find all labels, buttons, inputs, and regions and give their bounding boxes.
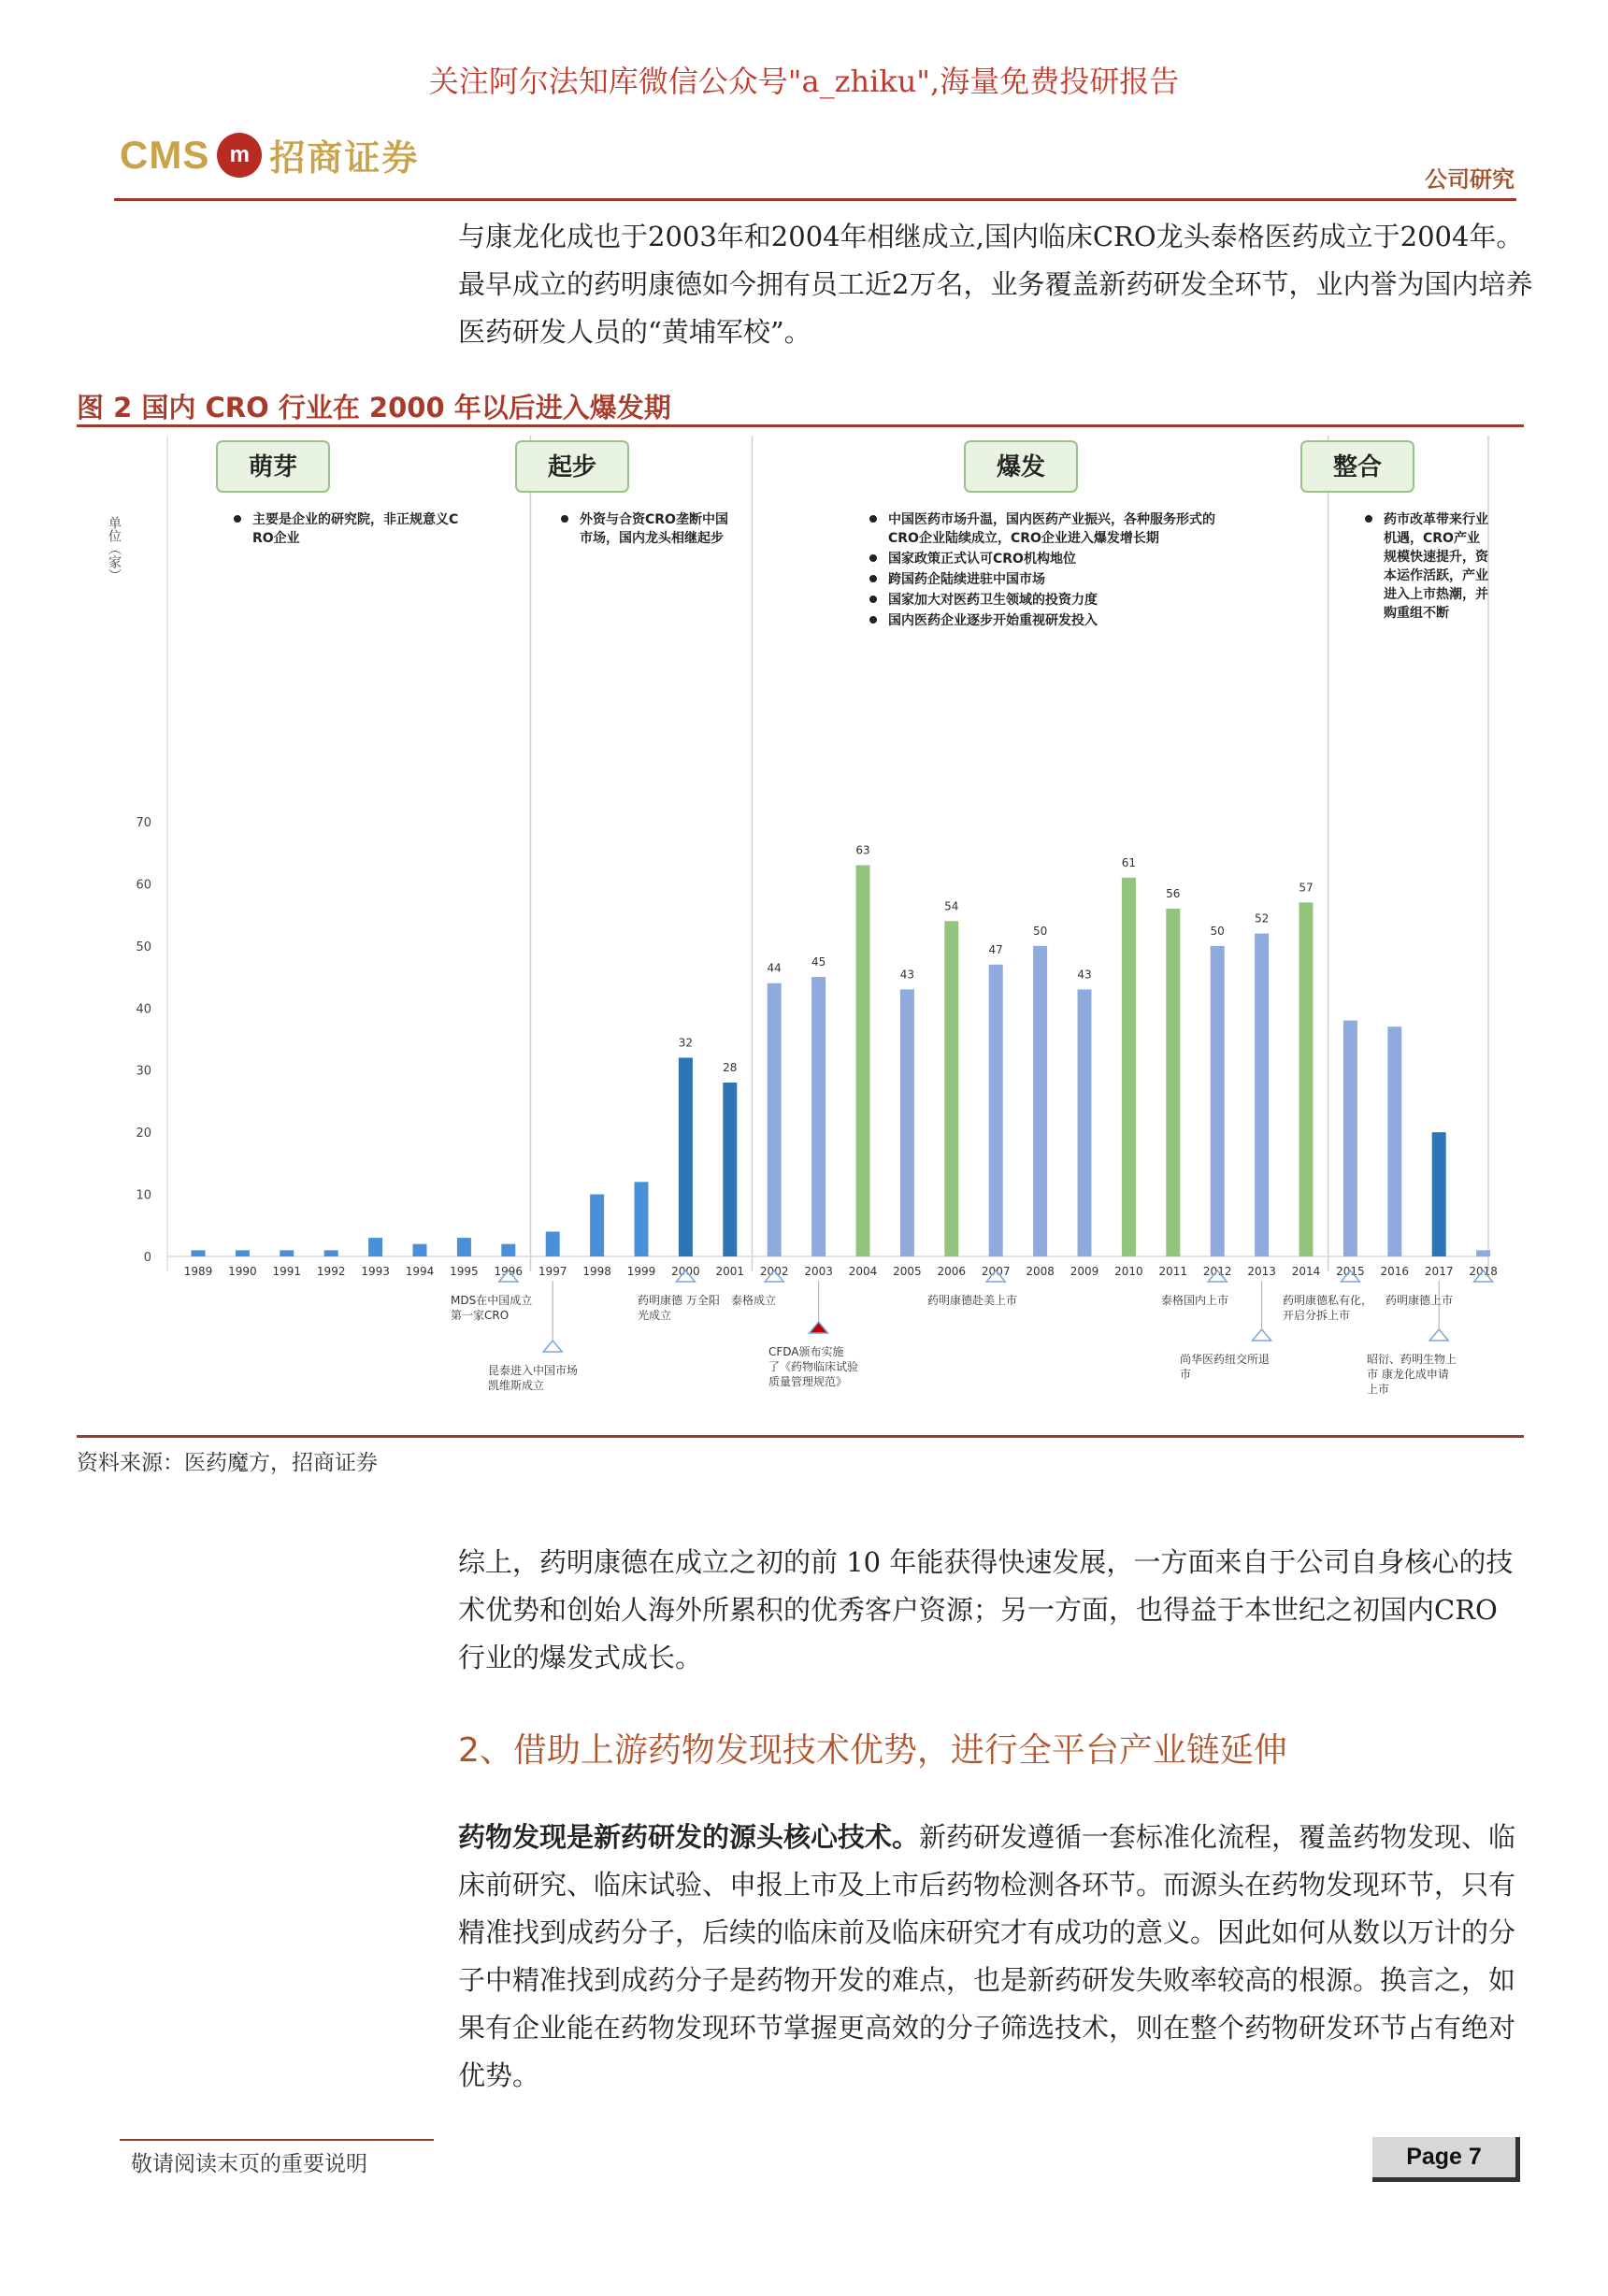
figure-title: 图 2 国内 CRO 行业在 2000 年以后进入爆发期 (77, 392, 671, 423)
phase-bullet-text: 国家加大对医药卫生领域的投资力度 (888, 593, 1098, 608)
bar-value-label: 44 (767, 961, 782, 975)
phase-bullet-text: 中国医药市场升温，国内医药产业振兴，各种服务形式的 (888, 512, 1215, 527)
paragraph-summary: 综上，药明康德在成立之初的前 10 年能获得快速发展，一方面来自于公司自身核心的技术优势和创始人海外所累积的优秀客户资源；另一方面，也得益于本世纪之初国内CRO 行业的爆发式成长。 (458, 1546, 1514, 1673)
bullet-dot (869, 596, 877, 603)
phase-bullet-text: 药市改革带来行业 (1384, 512, 1488, 527)
bar-2009 (1078, 989, 1092, 1256)
event-marker-icon (543, 1341, 562, 1352)
x-tick-label: 2010 (1114, 1265, 1143, 1278)
phase-bullet-text: 进入上市热潮，并 (1384, 587, 1488, 602)
bar-1989 (192, 1250, 206, 1256)
x-tick-label: 1999 (626, 1265, 656, 1278)
bar-value-label: 52 (1254, 911, 1270, 926)
x-tick-label: 2017 (1424, 1265, 1454, 1278)
y-tick-label: 10 (136, 1188, 151, 1203)
event-label: 了《药物临床试验 (768, 1360, 859, 1373)
x-tick-label: 2000 (671, 1265, 700, 1278)
bar-value-label: 28 (723, 1061, 738, 1074)
promo-banner: 关注阿尔法知库微信公众号"a_zhiku",海量免费投研报告 (428, 64, 1180, 99)
event-label: CFDA颁布实施 (768, 1345, 844, 1358)
event-label: 尚华医药纽交所退 (1180, 1353, 1271, 1366)
bar-value-label: 57 (1299, 881, 1314, 895)
event-label: 药明康德赴美上市 (927, 1294, 1018, 1307)
bar-value-label: 54 (944, 899, 959, 913)
cro-bar-chart (77, 430, 1524, 1435)
bar-1990 (236, 1250, 250, 1256)
event-label: 第一家CRO (451, 1309, 510, 1322)
bar-1997 (546, 1231, 560, 1256)
bar-1995 (457, 1238, 471, 1256)
x-tick-label: 2003 (804, 1265, 833, 1278)
event-label: 市 康龙化成申请 (1367, 1368, 1449, 1381)
x-tick-label: 1993 (361, 1265, 390, 1278)
phase-bullet-text: 机遇，CRO产业 (1384, 531, 1480, 546)
phase-bullet-text: 跨国药企陆续进驻中国市场 (888, 572, 1045, 587)
event-label: 昭衍、药明生物上 (1367, 1353, 1457, 1366)
x-tick-label: 2018 (1469, 1265, 1498, 1278)
x-tick-label: 1996 (494, 1265, 524, 1278)
y-tick-label: 70 (136, 816, 151, 830)
x-tick-label: 2002 (759, 1265, 789, 1278)
event-label: 昆泰进入中国市场 (488, 1364, 579, 1377)
bullet-dot (869, 616, 877, 624)
bullet-dot (869, 515, 877, 523)
x-tick-label: 2015 (1336, 1265, 1365, 1278)
bullet-dot (234, 515, 241, 523)
bar-2000 (679, 1057, 693, 1256)
event-marker-icon (1253, 1329, 1271, 1341)
phase-label: 萌芽 (248, 453, 298, 481)
bar-2013 (1255, 934, 1269, 1256)
footer-rule (120, 2139, 434, 2141)
bar-2018 (1476, 1250, 1490, 1256)
x-tick-label: 1994 (405, 1265, 435, 1278)
bar-2014 (1299, 902, 1314, 1256)
bar-1998 (590, 1195, 604, 1256)
event-label: 药明康德私有化， (1283, 1294, 1373, 1307)
y-tick-label: 20 (136, 1126, 151, 1141)
phase-label: 爆发 (996, 453, 1046, 481)
bar-value-label: 45 (811, 955, 826, 969)
logo-chinese-text: 招商证券 (269, 137, 420, 179)
x-tick-label: 1992 (316, 1265, 346, 1278)
bullet-dot (561, 515, 568, 523)
x-tick-label: 2004 (848, 1265, 878, 1278)
paragraph-intro: 与康龙化成也于2003年和2004年相继成立,国内临床CRO龙头泰格医药成立于2004年。最早成立的药明康德如今拥有员工近2万名，业务覆盖新药研发全环节，业内誉为国内培养医药研发人员的“黄埔军校”。 (458, 221, 1533, 348)
bar-2017 (1432, 1132, 1446, 1256)
phase-bullet-text: 本运作活跃，产业 (1384, 568, 1488, 583)
bar-2005 (900, 989, 914, 1256)
y-tick-label: 60 (136, 878, 151, 893)
x-tick-label: 1991 (272, 1265, 302, 1278)
phase-bullet-text: 主要是企业的研究院，非正规意义C (252, 512, 459, 527)
phase-label: 整合 (1332, 453, 1383, 481)
bar-value-label: 50 (1210, 924, 1225, 938)
event-label: MDS在中国成立 (451, 1294, 533, 1307)
x-tick-label: 2012 (1202, 1265, 1232, 1278)
bar-value-label: 63 (855, 843, 870, 857)
section-label: 公司研究 (1425, 166, 1515, 193)
bar-2001 (723, 1083, 737, 1256)
bar-2004 (856, 866, 870, 1257)
bar-2008 (1033, 946, 1047, 1256)
bar-2016 (1387, 1026, 1401, 1256)
bar-value-label: 61 (1121, 855, 1137, 869)
phase-bullet-text: CRO企业陆续成立，CRO企业进入爆发增长期 (888, 531, 1159, 546)
bar-2006 (944, 921, 958, 1256)
bullet-dot (1365, 515, 1372, 523)
y-tick-label: 40 (136, 1002, 151, 1017)
x-tick-label: 2016 (1380, 1265, 1410, 1278)
bar-2003 (811, 977, 826, 1256)
bar-2010 (1122, 878, 1136, 1256)
bullet-dot (869, 554, 877, 562)
event-label: 质量管理规范》 (768, 1375, 848, 1388)
bar-value-label: 50 (1032, 924, 1048, 938)
x-tick-label: 2009 (1070, 1265, 1099, 1278)
figure-top-rule (77, 424, 1524, 427)
event-label: 泰格国内上市 (1161, 1294, 1229, 1307)
event-label: 上市 (1367, 1383, 1390, 1396)
header-divider (114, 198, 1516, 201)
event-label: 泰格成立 (731, 1294, 777, 1307)
figure-bottom-rule (77, 1435, 1524, 1438)
paragraph-drug-discovery (458, 1814, 1533, 2100)
phase-bullet-text: 规模快速提升，资 (1384, 550, 1488, 565)
phase-bullet-text: 国内医药企业逐步开始重视研发投入 (888, 613, 1098, 628)
company-logo (120, 129, 419, 180)
paragraph-lead-bold: 药物发现是新药研发的源头核心技术。 (458, 1821, 920, 1853)
phase-bullet-text: RO企业 (252, 531, 300, 546)
bar-1993 (368, 1238, 382, 1256)
bar-value-label: 56 (1166, 887, 1181, 900)
phase-bullet-text: 国家政策正式认可CRO机构地位 (888, 552, 1076, 567)
bar-1999 (635, 1182, 649, 1256)
y-tick-label: 30 (136, 1064, 151, 1079)
x-tick-label: 2013 (1247, 1265, 1276, 1278)
x-tick-label: 2014 (1291, 1265, 1321, 1278)
event-label: 光成立 (638, 1309, 672, 1322)
phase-bullet-text: 外资与合资CRO垄断中国 (580, 512, 728, 527)
phase-bullet-text: 市场，国内龙头相继起步 (580, 531, 724, 546)
bar-2007 (989, 965, 1003, 1256)
bar-2012 (1211, 946, 1225, 1256)
event-label: 药明康德 万全阳 (638, 1294, 720, 1307)
bar-1991 (280, 1250, 294, 1256)
logo-emblem-icon: m (217, 133, 262, 178)
logo-cms-text: CMS (120, 132, 210, 177)
y-tick-label: 0 (143, 1251, 151, 1265)
bar-value-label: 43 (899, 968, 915, 982)
x-tick-label: 1990 (228, 1265, 257, 1278)
x-tick-label: 2006 (937, 1265, 967, 1278)
x-tick-label: 2008 (1026, 1265, 1055, 1278)
y-tick-label: 50 (136, 940, 151, 954)
bar-1994 (413, 1244, 427, 1256)
event-label: 市 (1180, 1368, 1192, 1381)
x-tick-label: 2001 (715, 1265, 745, 1278)
bar-2015 (1343, 1021, 1357, 1256)
bar-1996 (501, 1244, 515, 1256)
footer-note: 敬请阅读末页的重要说明 (131, 2152, 367, 2176)
bar-value-label: 43 (1077, 968, 1092, 982)
section-heading: 2、借助上游药物发现技术优势，进行全平台产业链延伸 (458, 1731, 1287, 1770)
phase-label: 起步 (547, 453, 597, 481)
x-tick-label: 2007 (981, 1265, 1011, 1278)
bar-value-label: 47 (988, 942, 1003, 956)
event-label: 药明康德上市 (1385, 1294, 1454, 1307)
x-tick-label: 2011 (1158, 1265, 1188, 1278)
event-label: 凯维斯成立 (488, 1379, 545, 1392)
event-label: 开启分拆上市 (1283, 1309, 1351, 1322)
event-marker-icon (1429, 1329, 1448, 1341)
bar-1992 (324, 1250, 338, 1256)
x-tick-label: 1995 (450, 1265, 479, 1278)
phase-bullet-text: 购重组不断 (1384, 606, 1449, 621)
x-tick-label: 1998 (582, 1265, 611, 1278)
bar-2011 (1166, 909, 1180, 1256)
event-marker-icon (810, 1322, 828, 1333)
bar-2002 (768, 983, 782, 1256)
bullet-dot (869, 575, 877, 582)
bar-value-label: 32 (678, 1036, 694, 1050)
paragraph-body: 新药研发遵循一套标准化流程，覆盖药物发现、临床前研究、临床试验、申报上市及上市后药物检测各环节。而源头在药物发现环节，只有精准找到成药分子，后续的临床前及临床研究才有成功的意义。因此如何从数以万计的分子中精准找到成药分子是药物开发的难点，也是新药研发失败率较高的根源。换言之，如果有企业能在药物发现环节掌握更高效的分子筛选技术，则在整个药物研发环节占有绝对优势。 (458, 1821, 1516, 2091)
x-tick-label: 1997 (538, 1265, 567, 1278)
x-tick-label: 2005 (893, 1265, 922, 1278)
page-number: Page 7 (1372, 2137, 1520, 2182)
figure-source: 资料来源：医药魔方，招商证券 (77, 1451, 378, 1475)
x-tick-label: 1989 (183, 1265, 213, 1278)
y-axis-title: 单位（家） (107, 516, 122, 581)
